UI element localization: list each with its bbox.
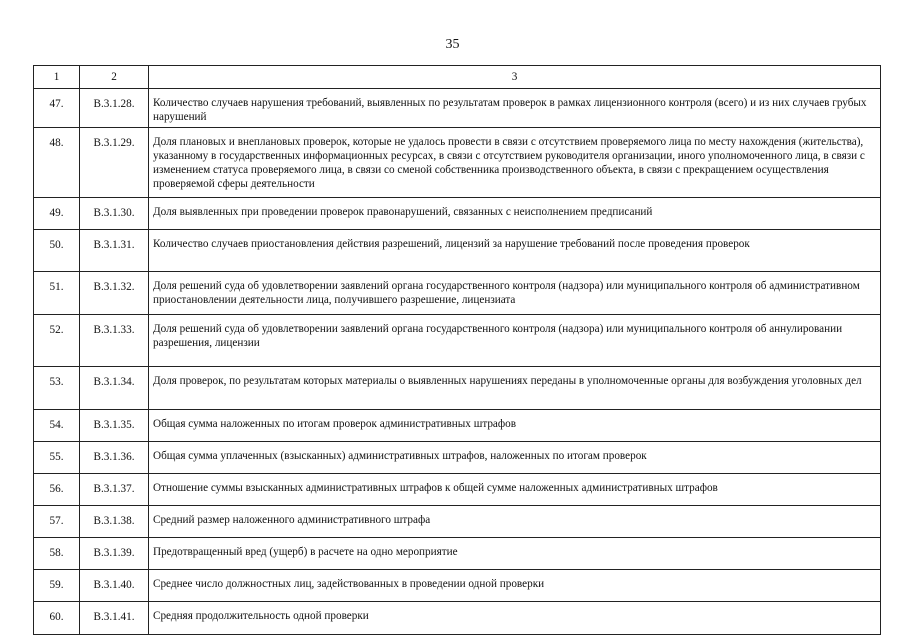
indicator-text: Общая сумма наложенных по итогам проверок административных штрафов bbox=[149, 410, 881, 442]
indicator-code: В.3.1.33. bbox=[80, 315, 149, 367]
indicator-code: В.3.1.38. bbox=[80, 506, 149, 538]
table-row bbox=[34, 506, 881, 538]
indicator-text: Доля решений суда об удовлетворении заявлений органа государственного контроля (надзора) или муниципального контроля об административном приостановлении деятельности лица, получившего разрешение, лицензиата bbox=[149, 272, 881, 315]
indicator-code: В.3.1.40. bbox=[80, 570, 149, 602]
indicator-code: В.3.1.35. bbox=[80, 410, 149, 442]
table-row bbox=[34, 410, 881, 442]
table-row bbox=[34, 570, 881, 602]
indicator-code: В.3.1.37. bbox=[80, 474, 149, 506]
table-row bbox=[34, 89, 881, 128]
row-number: 54. bbox=[34, 410, 80, 442]
row-number: 58. bbox=[34, 538, 80, 570]
indicator-text: Общая сумма уплаченных (взысканных) административных штрафов, наложенных по итогам проверок bbox=[149, 442, 881, 474]
indicator-text: Доля плановых и внеплановых проверок, которые не удалось провести в связи с отсутствием проверяемого лица по месту нахождения (жительства), указанному в государственных информационных ресурсах, в связи с отсутствием руководителя организации, иного уполномоченного лица, в связи с изменением статуса проверяемого лица, в связи со сменой собственника производственного объекта, в связи с прекращением осуществления проверяемой сферы деятельности bbox=[149, 128, 881, 198]
indicator-table bbox=[33, 65, 881, 635]
indicator-text: Средний размер наложенного административного штрафа bbox=[149, 506, 881, 538]
header-col-2: 2 bbox=[80, 66, 149, 89]
header-col-1: 1 bbox=[34, 66, 80, 89]
row-number: 56. bbox=[34, 474, 80, 506]
indicator-text: Средняя продолжительность одной проверки bbox=[149, 602, 881, 635]
table-row bbox=[34, 128, 881, 198]
row-number: 49. bbox=[34, 198, 80, 230]
table-row bbox=[34, 442, 881, 474]
table-row bbox=[34, 367, 881, 410]
indicator-code: В.3.1.39. bbox=[80, 538, 149, 570]
table-row bbox=[34, 230, 881, 272]
page-number: 35 bbox=[445, 37, 460, 52]
table-row bbox=[34, 272, 881, 315]
row-number: 47. bbox=[34, 89, 80, 128]
row-number: 53. bbox=[34, 367, 80, 410]
table-row bbox=[34, 538, 881, 570]
indicator-code: В.3.1.34. bbox=[80, 367, 149, 410]
row-number: 50. bbox=[34, 230, 80, 272]
indicator-code: В.3.1.30. bbox=[80, 198, 149, 230]
row-number: 51. bbox=[34, 272, 80, 315]
row-number: 55. bbox=[34, 442, 80, 474]
table-header-row bbox=[34, 66, 881, 89]
table-row bbox=[34, 315, 881, 367]
row-number: 60. bbox=[34, 602, 80, 635]
indicator-code: В.3.1.31. bbox=[80, 230, 149, 272]
indicator-text: Среднее число должностных лиц, задействованных в проведении одной проверки bbox=[149, 570, 881, 602]
indicator-text: Количество случаев приостановления действия разрешений, лицензий за нарушение требований после проведения проверок bbox=[149, 230, 881, 272]
row-number: 59. bbox=[34, 570, 80, 602]
row-number: 57. bbox=[34, 506, 80, 538]
table-row bbox=[34, 198, 881, 230]
indicator-code: В.3.1.29. bbox=[80, 128, 149, 198]
header-col-3: 3 bbox=[149, 66, 881, 89]
indicator-code: В.3.1.41. bbox=[80, 602, 149, 635]
indicator-text: Доля решений суда об удовлетворении заявлений органа государственного контроля (надзора) или муниципального контроля об аннулировании разрешения, лицензии bbox=[149, 315, 881, 367]
indicator-text: Доля проверок, по результатам которых материалы о выявленных нарушениях переданы в уполномоченные органы для возбуждения уголовных дел bbox=[149, 367, 881, 410]
indicator-text: Количество случаев нарушения требований, выявленных по результатам проверок в рамках лицензионного контроля (всего) и из них случаев грубых нарушений bbox=[149, 89, 881, 128]
indicator-text: Предотвращенный вред (ущерб) в расчете на одно мероприятие bbox=[149, 538, 881, 570]
indicator-code: В.3.1.28. bbox=[80, 89, 149, 128]
indicator-text: Доля выявленных при проведении проверок правонарушений, связанных с неисполнением предписаний bbox=[149, 198, 881, 230]
indicator-code: В.3.1.32. bbox=[80, 272, 149, 315]
row-number: 52. bbox=[34, 315, 80, 367]
row-number: 48. bbox=[34, 128, 80, 198]
indicator-code: В.3.1.36. bbox=[80, 442, 149, 474]
indicator-text: Отношение суммы взысканных административных штрафов к общей сумме наложенных административных штрафов bbox=[149, 474, 881, 506]
table-row bbox=[34, 602, 881, 635]
table-row bbox=[34, 474, 881, 506]
